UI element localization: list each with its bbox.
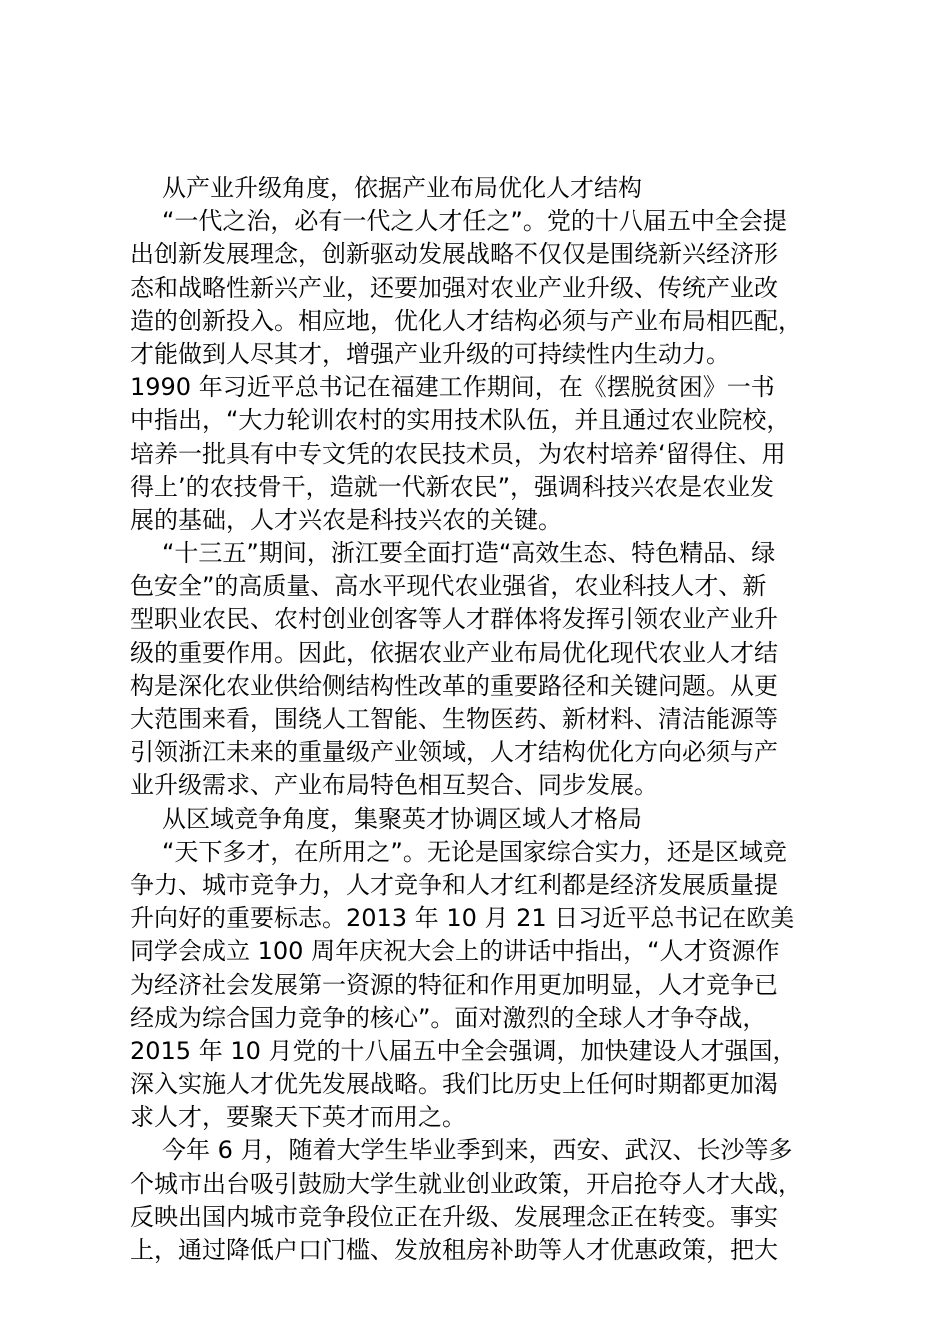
paragraph-line: “一代之治，必有一代之人才任之”。党的十八届五中全会提: [162, 207, 787, 236]
paragraph-line: 中指出，“大力轮训农村的实用技术队伍，并且通过农业院校，: [130, 406, 791, 435]
paragraph-line: 大范围来看，围绕人工智能、生物医药、新材料、清洁能源等: [130, 705, 778, 733]
paragraph-line: 级的重要作用。因此，依据农业产业布局优化现代农业人才结: [130, 638, 778, 667]
paragraph-line: 态和战略性新兴产业，还要加强对农业产业升级、传统产业改: [130, 273, 778, 302]
section-heading: 从区域竞争角度，集聚英才协调区域人才格局: [162, 804, 642, 833]
paragraph-line: 培养一批具有中专文凭的农民技术员，为农村培养‘留得住、用: [130, 439, 786, 468]
paragraph-line: 争力、城市竞争力，人才竞争和人才红利都是经济发展质量提: [130, 870, 778, 899]
paragraph-line: 为经济社会发展第一资源的特征和作用更加明显，人才竞争已: [130, 970, 778, 999]
paragraph-line: 型职业农民、农村创业创客等人才群体将发挥引领农业产业升: [130, 605, 778, 634]
paragraph-line: 出创新发展理念，创新驱动发展战略不仅仅是围绕新兴经济形: [130, 240, 778, 269]
paragraph-line: 1990 年习近平总书记在福建工作期间，在《摆脱贫困》一书: [130, 373, 775, 402]
paragraph-line: 升向好的重要标志。2013 年 10 月 21 日习近平总书记在欧美: [130, 904, 795, 933]
paragraph-line: 展的基础，人才兴农是科技兴农的关键。: [130, 505, 562, 534]
paragraph-line: 深入实施人才优先发展战略。我们比历史上任何时期都更加渴: [130, 1070, 778, 1099]
paragraph-line: 色安全”的高质量、高水平现代农业强省，农业科技人才、新: [130, 572, 767, 601]
paragraph-line: 才能做到人尽其才，增强产业升级的可持续性内生动力。: [130, 339, 730, 368]
paragraph-line: 今年 6 月，随着大学生毕业季到来，西安、武汉、长沙等多: [162, 1136, 793, 1165]
paragraph-line: 2015 年 10 月党的十八届五中全会强调，加快建设人才强国，: [130, 1036, 797, 1065]
paragraph-line: “十三五”期间，浙江要全面打造“高效生态、特色精品、绿: [162, 539, 776, 568]
paragraph-line: 同学会成立 100 周年庆祝大会上的讲话中指出，“人才资源作: [130, 937, 780, 966]
paragraph-line: “天下多才，在所用之”。无论是国家综合实力，还是区域竞: [162, 837, 787, 866]
paragraph-line: 造的创新投入。相应地，优化人才结构必须与产业布局相匹配，: [130, 306, 802, 335]
paragraph-line: 业升级需求、产业布局特色相互契合、同步发展。: [130, 771, 658, 800]
paragraph-line: 构是深化农业供给侧结构性改革的重要路径和关键问题。从更: [130, 671, 778, 700]
paragraph-line: 引领浙江未来的重量级产业领域，人才结构优化方向必须与产: [130, 738, 778, 767]
paragraph-line: 上，通过降低户口门槛、发放租房补助等人才优惠政策，把大: [130, 1236, 778, 1264]
article-body: [130, 172, 842, 1267]
paragraph-line: 个城市出台吸引鼓励大学生就业创业政策，开启抢夺人才大战，: [130, 1169, 802, 1198]
paragraph-line: 经成为综合国力竞争的核心”。面对激烈的全球人才争夺战，: [130, 1003, 767, 1032]
section-heading: 从产业升级角度，依据产业布局优化人才结构: [162, 174, 642, 202]
paragraph-line: 反映出国内城市竞争段位正在升级、发展理念正在转变。事实: [130, 1202, 778, 1231]
paragraph-line: 求人才，要聚天下英才而用之。: [130, 1103, 466, 1132]
paragraph-line: 得上’的农技骨干，造就一代新农民”，强调科技兴农是农业发: [130, 472, 775, 501]
